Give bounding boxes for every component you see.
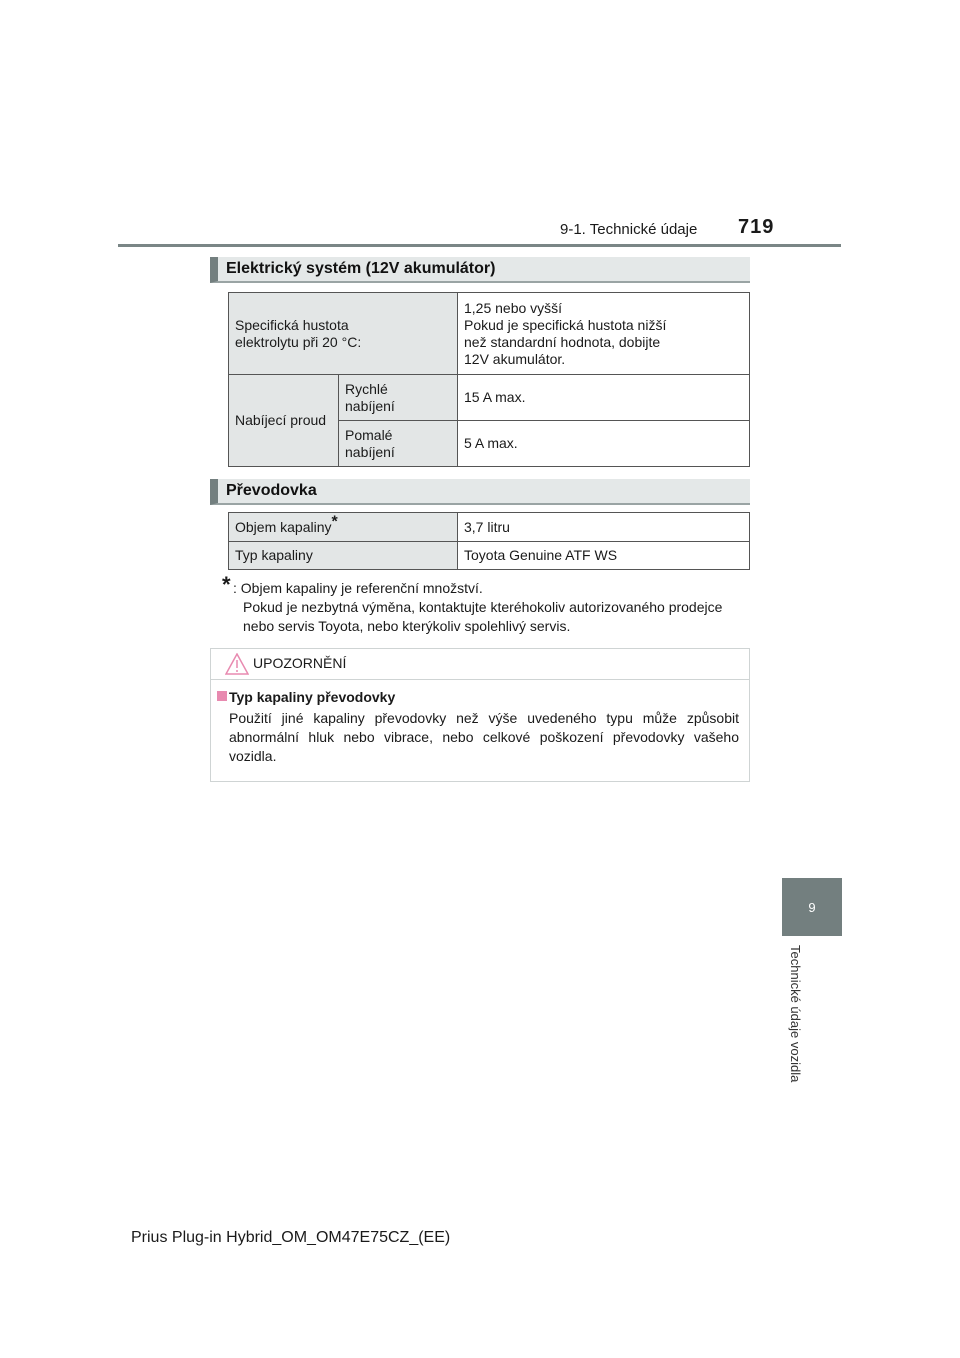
table-cell-value: 3,7 litru (458, 513, 750, 542)
footer-text: Prius Plug-in Hybrid_OM_OM47E75CZ_(EE) (131, 1229, 451, 1246)
chapter-title-vertical (787, 945, 807, 1105)
chapter-tab: 9 (782, 878, 842, 936)
table-cell-value: 1,25 nebo vyšší Pokud je specifická hustota nižší než standardní hodnota, dobijte 12V akumulátor. (458, 293, 750, 375)
footnote-star: * (222, 572, 231, 597)
transmission-table (228, 512, 750, 570)
table-row (229, 375, 750, 421)
chapter-title: Technické údaje vozidla (788, 945, 803, 1083)
table-row (229, 513, 750, 542)
footnote-marker: * (331, 512, 338, 530)
table-row (229, 293, 750, 375)
caution-title: UPOZORNĚNÍ (253, 655, 347, 671)
table-cell-label: Typ kapaliny (229, 542, 458, 570)
caution-header (211, 649, 749, 680)
section-header-electrical (210, 257, 750, 283)
table-cell-label: Objem kapaliny* (229, 513, 458, 542)
header-rule (118, 244, 841, 247)
caution-box (210, 648, 750, 782)
warning-triangle-icon (225, 653, 249, 675)
footnote-line: : Objem kapaliny je referenční množství. (233, 580, 483, 596)
table-row (229, 542, 750, 570)
table-cell-sublabel: Rychlé nabíjení (339, 375, 458, 421)
section-title: 9-1. Technické údaje (560, 221, 698, 238)
bullet-square-icon (217, 691, 227, 701)
table-cell-label: Specifická hustota elektrolytu při 20 °C: (229, 293, 458, 375)
electrical-table (228, 292, 750, 467)
table-cell-value: 5 A max. (458, 421, 750, 467)
section-header-transmission (210, 479, 750, 505)
section-header-transmission-title: Převodovka (226, 482, 317, 499)
section-header-electrical-title: Elektrický systém (12V akumulátor) (226, 260, 496, 277)
page-number: 719 (738, 216, 775, 238)
table-cell-sublabel: Pomalé nabíjení (339, 421, 458, 467)
caution-item-title: Typ kapaliny převodovky (229, 689, 396, 705)
table-cell-value: 15 A max. (458, 375, 750, 421)
caution-item-text: Použití jiné kapaliny převodovky než výše uvedeného typu může způsobit abnormální hluk nebo vibrace, nebo celkové poškození převodovky vašeho vozidla. (229, 710, 739, 764)
footnote-line: Pokud je nezbytná výměna, kontaktujte kteréhokoliv autorizovaného prodejce (243, 599, 723, 615)
table-cell-label: Nabíjecí proud (229, 375, 339, 467)
table-cell-value: Toyota Genuine ATF WS (458, 542, 750, 570)
footnote-line: nebo servis Toyota, nebo kterýkoliv spolehlivý servis. (243, 618, 571, 634)
